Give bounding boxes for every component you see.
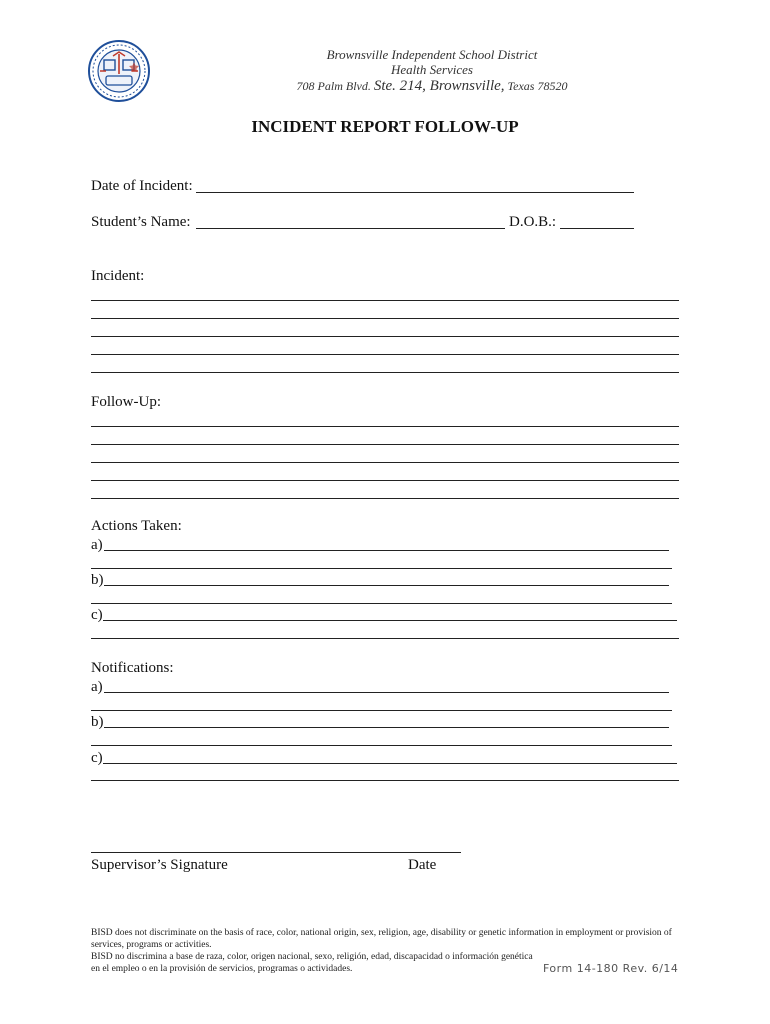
- incident-label: Incident:: [91, 268, 145, 284]
- actions-line[interactable]: [103, 620, 677, 621]
- actions-line[interactable]: [91, 638, 679, 639]
- incident-line[interactable]: [91, 336, 679, 337]
- actions-line[interactable]: [104, 585, 669, 586]
- follow-up-line[interactable]: [91, 426, 679, 427]
- department-name: Health Services: [391, 62, 473, 77]
- notifications-label: Notifications:: [91, 660, 174, 676]
- follow-up-line[interactable]: [91, 444, 679, 445]
- address: [200, 78, 664, 95]
- date-of-incident-field[interactable]: [196, 192, 634, 193]
- signature-line[interactable]: [91, 852, 461, 853]
- notifications-line[interactable]: [104, 727, 669, 728]
- notifications-line[interactable]: [104, 692, 669, 693]
- follow-up-label: Follow-Up:: [91, 394, 162, 410]
- incident-line[interactable]: [91, 318, 679, 319]
- supervisor-signature-label: Supervisor’s Signature: [91, 857, 228, 873]
- notifications-line[interactable]: [91, 745, 672, 746]
- actions-item-label: c): [91, 607, 103, 623]
- actions-taken-label: Actions Taken:: [91, 518, 182, 534]
- notifications-item-label: b): [91, 714, 104, 730]
- notice-spanish: BISD no discrimina a base de raza, color, origen nacional, sexo, religión, edad, discapacidad o información genética en el empleo o en la provisión de servicios, programas o actividades.: [91, 952, 533, 974]
- notifications-item-label: a): [91, 679, 103, 695]
- signature-date-label: Date: [408, 857, 437, 873]
- address-state-zip: Texas 78520: [507, 79, 568, 93]
- district-seal-icon: [88, 40, 150, 102]
- notifications-line[interactable]: [91, 780, 679, 781]
- address-street: 708 Palm Blvd.: [296, 79, 371, 93]
- incident-line[interactable]: [91, 300, 679, 301]
- address-suite-city: Ste. 214, Brownsville,: [373, 78, 505, 94]
- follow-up-line[interactable]: [91, 480, 679, 481]
- form-number: Form 14-180 Rev. 6/14: [543, 962, 679, 975]
- date-of-incident-label: Date of Incident:: [91, 178, 193, 194]
- notifications-line[interactable]: [103, 763, 677, 764]
- dob-field[interactable]: [560, 228, 634, 229]
- dob-label: D.O.B.:: [509, 214, 557, 230]
- follow-up-line[interactable]: [91, 498, 679, 499]
- student-name-label: Student’s Name:: [91, 214, 191, 230]
- actions-line[interactable]: [91, 603, 672, 604]
- actions-item-label: b): [91, 572, 104, 588]
- incident-line[interactable]: [91, 372, 679, 373]
- actions-line[interactable]: [104, 550, 669, 551]
- actions-item-label: a): [91, 537, 103, 553]
- follow-up-line[interactable]: [91, 462, 679, 463]
- page-title: INCIDENT REPORT FOLLOW-UP: [251, 117, 519, 136]
- notice-english: BISD does not discriminate on the basis of race, color, national origin, sex, religion, age, disability or genetic information in employment or provision of services, programs or activities.: [91, 928, 672, 950]
- student-name-field[interactable]: [196, 228, 505, 229]
- incident-line[interactable]: [91, 354, 679, 355]
- notifications-item-label: c): [91, 750, 103, 766]
- notifications-line[interactable]: [91, 710, 672, 711]
- actions-line[interactable]: [91, 568, 672, 569]
- district-name: Brownsville Independent School District: [326, 47, 538, 62]
